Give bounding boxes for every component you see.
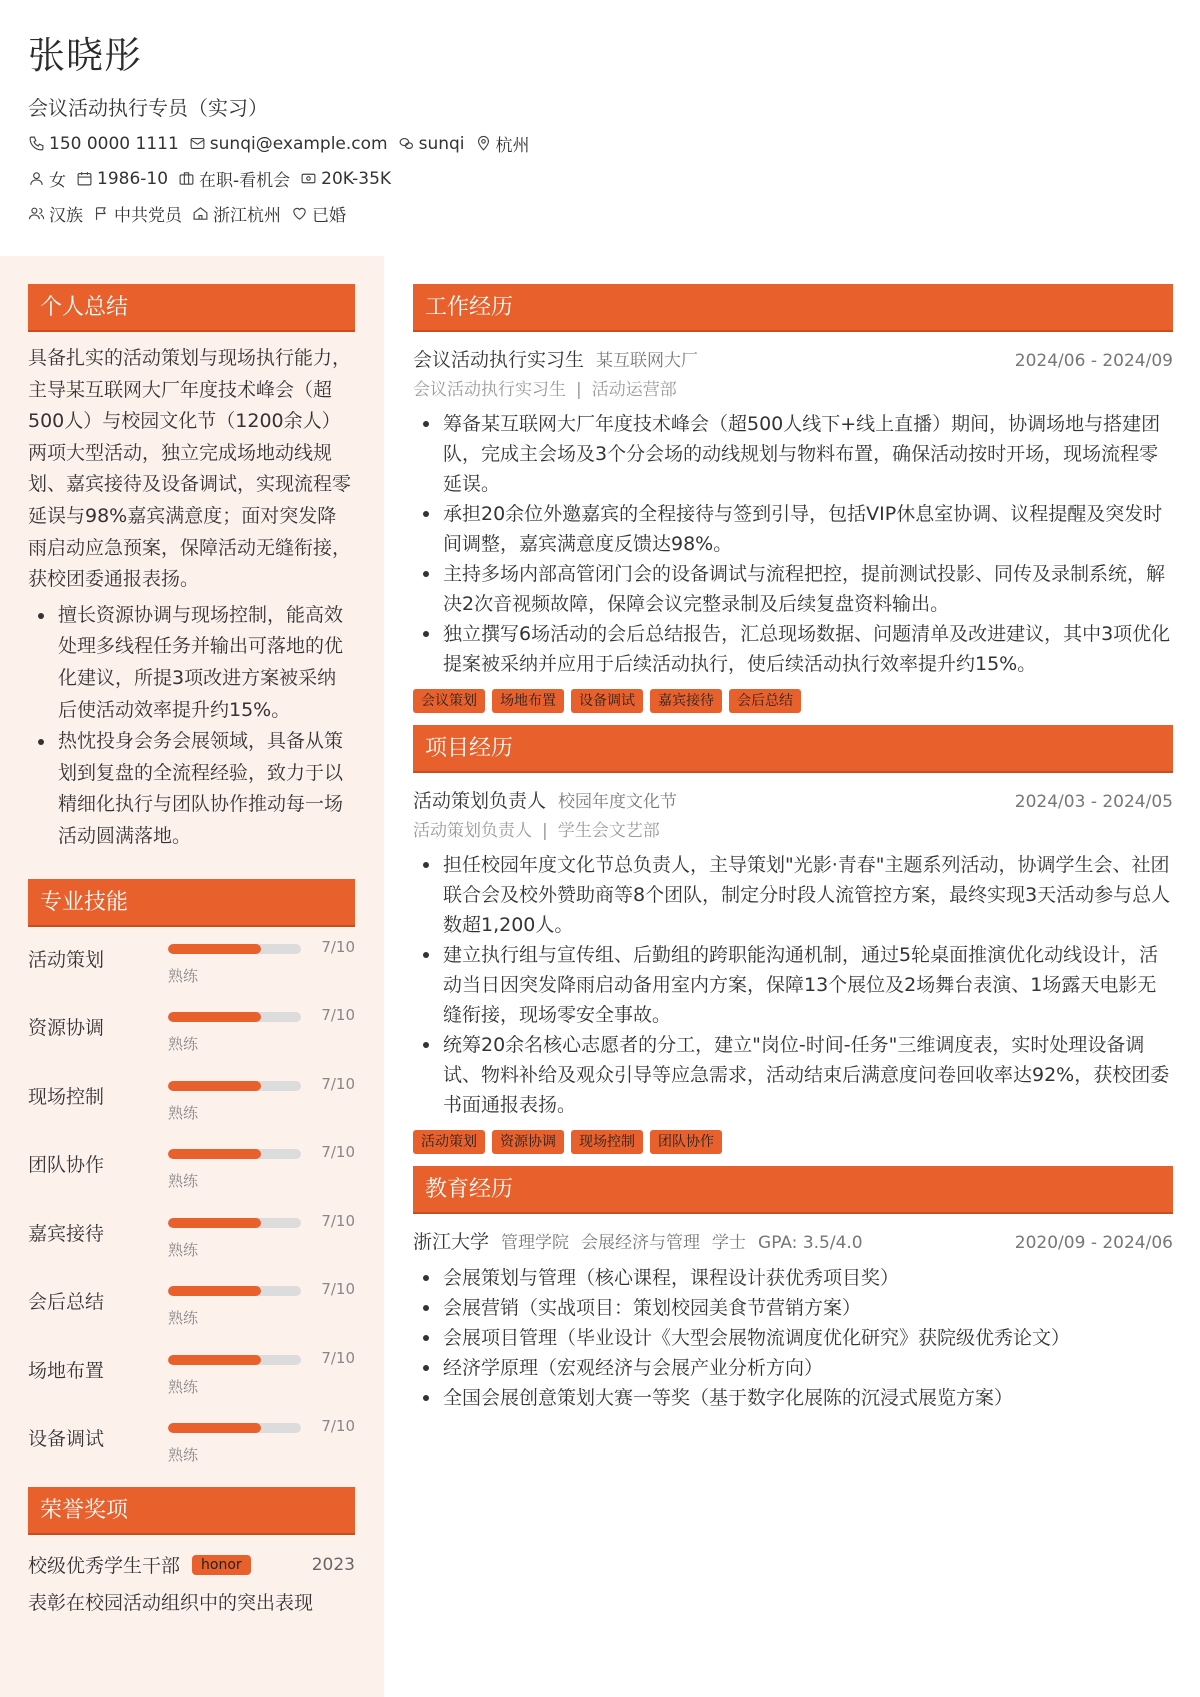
- resume-header: [28, 30, 1168, 227]
- politics-item: [93, 201, 182, 226]
- gender-item: [28, 166, 66, 191]
- education-entry-header: [413, 1228, 1173, 1257]
- birth-item: [76, 169, 168, 189]
- skill-bar: [168, 1218, 301, 1228]
- skill-bar: [168, 1355, 301, 1365]
- salary-item: [300, 169, 391, 189]
- skill-name: 团队协作: [28, 1154, 105, 1176]
- list-item: 承担20余位外邀嘉宾的全程接待与签到引导，包括VIP休息室协调、议程提醒及突发时间调整，嘉宾满意度反馈达98%。: [413, 499, 1173, 559]
- skill-score: 7/10: [321, 1417, 355, 1435]
- ethnicity-text: 汉族: [49, 206, 83, 226]
- skill-tag: 场地布置: [492, 689, 564, 713]
- major-name: 会展经济与管理: [581, 1233, 701, 1253]
- wechat-icon: [398, 135, 415, 152]
- summary-text: 具备扎实的活动策划与现场执行能力，主导某互联网大厂年度技术峰会（超500人）与校园文化节（1200余人）两项大型活动，独立完成场地动线规划、嘉宾接待及设备调试，实现流程零延误与98%嘉宾满意度；面对突发降雨启动应急预案，保障活动无缝衔接，获校团委通报表扬。: [28, 347, 352, 591]
- personal-row: [28, 165, 1168, 192]
- wechat-text: sunqi: [418, 133, 465, 154]
- email-item[interactable]: [189, 134, 388, 154]
- skill-bar: [168, 1012, 301, 1022]
- location-pin-icon: [475, 135, 492, 152]
- ethnicity-item: [28, 201, 83, 226]
- list-item: 经济学原理（宏观经济与会展产业分析方向）: [413, 1353, 1173, 1383]
- education-date: 2020/09 - 2024/06: [1014, 1233, 1173, 1253]
- skill-fill: [168, 1286, 261, 1296]
- skill-name: 场地布置: [28, 1359, 105, 1382]
- work-company: 某互联网大厂: [596, 351, 699, 371]
- skill-item: [28, 1408, 355, 1477]
- mail-icon: [189, 135, 206, 152]
- skill-bar: [168, 944, 301, 954]
- skill-score: 7/10: [321, 937, 355, 956]
- skill-item: [28, 1066, 355, 1135]
- skill-bar: [168, 1081, 301, 1091]
- skill-level: 熟练: [168, 1103, 199, 1122]
- skill-fill: [168, 1012, 261, 1022]
- birth-text: 1986-10: [97, 168, 169, 189]
- hometown-text: 浙江杭州: [213, 206, 281, 226]
- politics-text: 中共党员: [114, 206, 182, 226]
- work-tags: [413, 689, 1173, 713]
- skill-fill: [168, 1081, 261, 1091]
- skill-item: [28, 1340, 355, 1409]
- work-subline: [413, 375, 1173, 405]
- skill-name: 会后总结: [28, 1291, 105, 1313]
- skill-level: 熟练: [168, 1240, 199, 1259]
- list-item: 主持多场内部高管闭门会的设备调试与流程把控，提前测试投影、同传及录制系统，解决2次音视频故障，保障会议完整录制及后续复盘资料输出。: [413, 559, 1173, 619]
- skill-score: 7/10: [321, 1348, 355, 1367]
- skill-tag: 嘉宾接待: [650, 689, 722, 713]
- skill-tag: 设备调试: [571, 689, 643, 713]
- city-item: [475, 131, 530, 156]
- skill-level: 熟练: [168, 1309, 199, 1327]
- skill-tag: 会后总结: [729, 689, 801, 713]
- skill-tag: 团队协作: [650, 1130, 722, 1154]
- skill-fill: [168, 1218, 261, 1228]
- salary-text: 20K-35K: [321, 168, 392, 189]
- skill-fill: [168, 1355, 261, 1365]
- project-date: 2024/03 - 2024/05: [1014, 792, 1173, 812]
- college-name: 管理学院: [501, 1233, 570, 1253]
- school-name: 浙江大学: [413, 1231, 490, 1253]
- skill-bar: [168, 1286, 301, 1296]
- hometown-item: [192, 201, 281, 226]
- honor-year: 2023: [311, 1554, 355, 1575]
- list-item: 担任校园年度文化节总负责人，主导策划"光影·青春"主题系列活动，协调学生会、社团联合会及校外赞助商等8个团队，制定分时段人流管控方案，最终实现3天活动参与总人数超1,200人。: [413, 850, 1173, 940]
- honor-name: 校级优秀学生干部: [28, 1555, 181, 1577]
- list-item: 会展项目管理（毕业设计《大型会展物流调度优化研究》获院级优秀论文）: [413, 1323, 1173, 1353]
- skill-item: [28, 1134, 355, 1203]
- city-text: 杭州: [495, 136, 530, 156]
- project-tags: [413, 1130, 1173, 1154]
- skill-bar: [168, 1149, 301, 1159]
- work-sub-role: 会议活动执行实习生: [413, 380, 566, 400]
- project-sub-role: 活动策划负责人: [413, 821, 532, 841]
- list-item: 擅长资源协调与现场控制，能高效处理多线程任务并输出可落地的优化建议，所提3项改进方案被采纳后使活动效率提升约15%。: [28, 600, 355, 726]
- phone-text: 150 0000 1111: [49, 133, 179, 154]
- skill-name: 嘉宾接待: [28, 1222, 105, 1245]
- list-item: 筹备某互联网大厂年度技术峰会（超500人线下+线上直播）期间，协调场地与搭建团队，完成主会场及3个分会场的动线规划与物料布置，确保活动按时开场，现场流程零延误。: [413, 409, 1173, 499]
- separator: |: [542, 821, 548, 841]
- list-item: 会展策划与管理（核心课程，课程设计获优秀项目奖）: [413, 1263, 1173, 1293]
- skill-fill: [168, 1423, 261, 1433]
- skill-item: [28, 929, 355, 998]
- flag-icon: [93, 205, 110, 222]
- skill-score: 7/10: [321, 1211, 355, 1230]
- phone-icon: [28, 135, 45, 152]
- skill-tag: 资源协调: [492, 1130, 564, 1154]
- left-column: [28, 284, 355, 1618]
- skill-fill: [168, 1149, 261, 1159]
- summary-bullets: [28, 600, 355, 853]
- work-bullets: [413, 409, 1173, 679]
- skill-name: 活动策划: [28, 948, 105, 971]
- skill-score: 7/10: [321, 1280, 355, 1298]
- skill-item: [28, 1271, 355, 1340]
- education-bullets: [413, 1263, 1173, 1413]
- people-icon: [28, 205, 45, 222]
- background-row: [28, 200, 1168, 227]
- home-icon: [192, 205, 209, 222]
- person-icon: [28, 170, 45, 187]
- skill-level: 熟练: [168, 1446, 199, 1464]
- list-item: 会展营销（实战项目：策划校园美食节营销方案）: [413, 1293, 1173, 1323]
- right-column: [413, 284, 1173, 1413]
- skill-tag: 现场控制: [571, 1130, 643, 1154]
- contact-row: [28, 130, 1168, 157]
- calendar-icon: [76, 170, 93, 187]
- status-text: 在职-看机会: [199, 171, 291, 191]
- phone-item[interactable]: [28, 134, 179, 154]
- briefcase-icon: [178, 170, 195, 187]
- skills-list: [28, 929, 355, 1477]
- education-heading: 教育经历: [413, 1166, 1173, 1214]
- wechat-item[interactable]: [398, 134, 465, 154]
- honor-badge: honor: [192, 1555, 251, 1575]
- skill-item: [28, 1203, 355, 1272]
- project-bullets: [413, 850, 1173, 1120]
- email-text: sunqi@example.com: [209, 133, 388, 154]
- skills-heading: 专业技能: [28, 879, 355, 927]
- work-entry-header: [413, 346, 1173, 375]
- heart-icon: [291, 205, 308, 222]
- skill-name: 设备调试: [28, 1428, 105, 1450]
- work-heading: 工作经历: [413, 284, 1173, 332]
- list-item: 统筹20余名核心志愿者的分工，建立"岗位-时间-任务"三维调度表，实时处理设备调试、物料补给及观众引导等应急需求，活动结束后满意度问卷回收率达92%，获校团委书面通报表扬。: [413, 1030, 1173, 1120]
- work-date: 2024/06 - 2024/09: [1014, 351, 1173, 371]
- money-icon: [300, 170, 317, 187]
- skill-bar: [168, 1423, 301, 1433]
- skill-level: 熟练: [168, 966, 199, 985]
- separator: |: [576, 380, 582, 400]
- list-item: 热忱投身会务会展领域，具备从策划到复盘的全流程经验，致力于以精细化执行与团队协作推动每一场活动圆满落地。: [28, 726, 355, 852]
- list-item: 独立撰写6场活动的会后总结报告，汇总现场数据、问题清单及改进建议，其中3项优化提案被采纳并应用于后续活动执行，使后续活动执行效率提升约15%。: [413, 619, 1173, 679]
- skill-fill: [168, 944, 261, 954]
- skill-level: 熟练: [168, 1172, 199, 1190]
- project-role: 活动策划负责人: [413, 790, 547, 812]
- skill-score: 7/10: [321, 1143, 355, 1161]
- skill-score: 7/10: [321, 1006, 355, 1024]
- skill-tag: 活动策划: [413, 1130, 485, 1154]
- skill-name: 资源协调: [28, 1017, 105, 1039]
- honor-description: 表彰在校园活动组织中的突出表现: [28, 1591, 314, 1614]
- work-department: 活动运营部: [591, 380, 677, 400]
- gpa: GPA: 3.5/4.0: [758, 1233, 863, 1253]
- gender-text: 女: [49, 171, 66, 191]
- list-item: 全国会展创意策划大赛一等奖（基于数字化展陈的沉浸式展览方案）: [413, 1383, 1173, 1413]
- honor-row: [28, 1548, 355, 1582]
- candidate-name: 张晓彤: [28, 34, 142, 77]
- degree: 学士: [712, 1233, 747, 1253]
- project-name: 校园年度文化节: [558, 792, 678, 812]
- marital-item: [291, 201, 346, 226]
- list-item: 建立执行组与宣传组、后勤组的跨职能沟通机制，通过5轮桌面推演优化动线设计，活动当日因突发降雨启动备用室内方案，保障13个展位及2场舞台表演、1场露天电影无缝衔接，现场零安全事故。: [413, 940, 1173, 1030]
- skill-level: 熟练: [168, 1377, 199, 1396]
- skill-score: 7/10: [321, 1074, 355, 1093]
- project-heading: 项目经历: [413, 725, 1173, 773]
- project-entry-header: [413, 787, 1173, 816]
- status-item: [178, 166, 290, 191]
- project-subline: [413, 816, 1173, 846]
- work-role: 会议活动执行实习生: [413, 349, 585, 371]
- skill-item: [28, 997, 355, 1066]
- skill-level: 熟练: [168, 1035, 199, 1053]
- honors-heading: 荣誉奖项: [28, 1487, 355, 1535]
- skill-name: 现场控制: [28, 1085, 105, 1108]
- marital-text: 已婚: [312, 206, 346, 226]
- job-title: 会议活动执行专员（实习）: [28, 96, 268, 120]
- skill-tag: 会议策划: [413, 689, 485, 713]
- project-department: 学生会文艺部: [557, 821, 660, 841]
- summary-heading: 个人总结: [28, 284, 355, 332]
